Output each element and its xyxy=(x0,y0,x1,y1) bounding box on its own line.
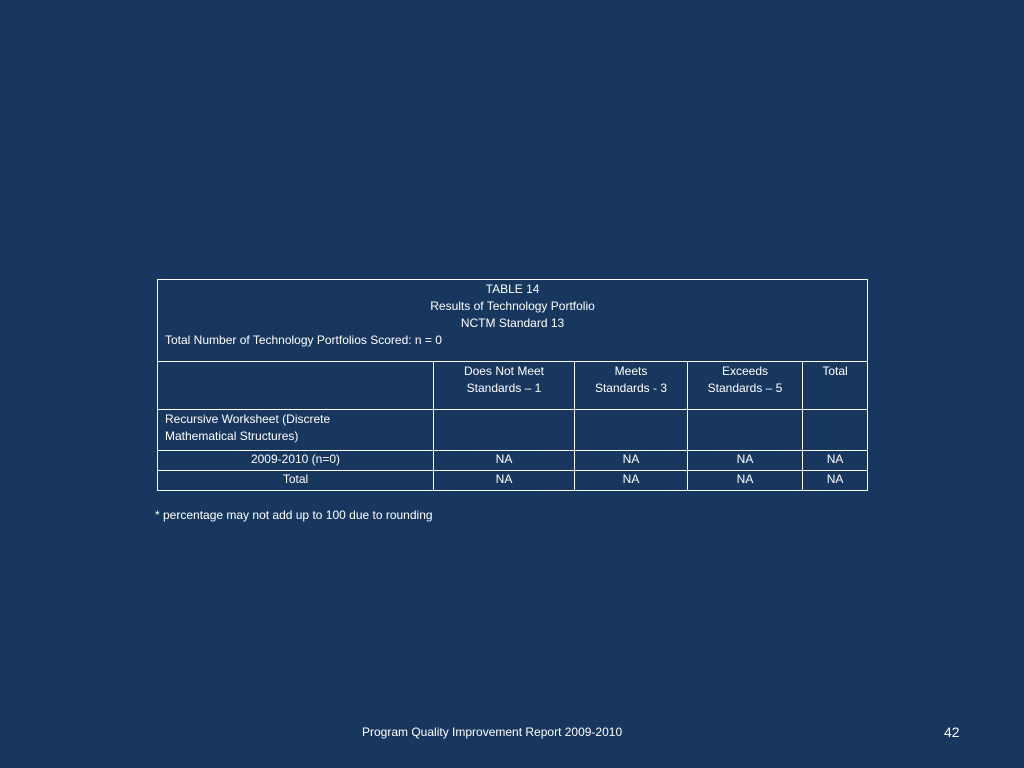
header-exceeds: Exceeds Standards – 5 xyxy=(688,362,803,410)
header-does-not-meet: Does Not Meet Standards – 1 xyxy=(434,362,575,410)
header-empty-cell xyxy=(158,362,434,410)
cell-exceeds: NA xyxy=(688,451,803,471)
row-label: 2009-2010 (n=0) xyxy=(158,451,434,471)
table-standard: NCTM Standard 13 xyxy=(460,316,565,330)
column-header-row xyxy=(158,362,868,410)
footer-title: Program Quality Improvement Report 2009-2010 xyxy=(362,725,623,739)
table-title-row xyxy=(158,280,868,362)
row-label: Total xyxy=(158,471,434,491)
table-number: TABLE 14 xyxy=(485,282,540,296)
category-empty-cell xyxy=(575,410,688,451)
category-label: Recursive Worksheet (Discrete Mathematical Structures) xyxy=(158,410,434,451)
footnote: * percentage may not add up to 100 due to rounding xyxy=(155,508,433,522)
cell-meets: NA xyxy=(575,471,688,491)
page-number: 42 xyxy=(944,724,960,740)
results-table xyxy=(157,279,868,491)
cell-does-not-meet: NA xyxy=(434,451,575,471)
table-total-scored: Total Number of Technology Portfolios Scored: n = 0 xyxy=(165,333,442,347)
category-empty-cell xyxy=(688,410,803,451)
cell-does-not-meet: NA xyxy=(434,471,575,491)
category-empty-cell xyxy=(803,410,868,451)
table-title: Results of Technology Portfolio xyxy=(430,299,595,313)
category-empty-cell xyxy=(434,410,575,451)
category-row xyxy=(158,410,868,451)
header-meets: Meets Standards - 3 xyxy=(575,362,688,410)
table-title-cell xyxy=(158,280,868,362)
header-total: Total xyxy=(803,362,868,410)
table-row xyxy=(158,471,868,491)
cell-exceeds: NA xyxy=(688,471,803,491)
cell-meets: NA xyxy=(575,451,688,471)
cell-total: NA xyxy=(803,471,868,491)
table-row xyxy=(158,451,868,471)
cell-total: NA xyxy=(803,451,868,471)
